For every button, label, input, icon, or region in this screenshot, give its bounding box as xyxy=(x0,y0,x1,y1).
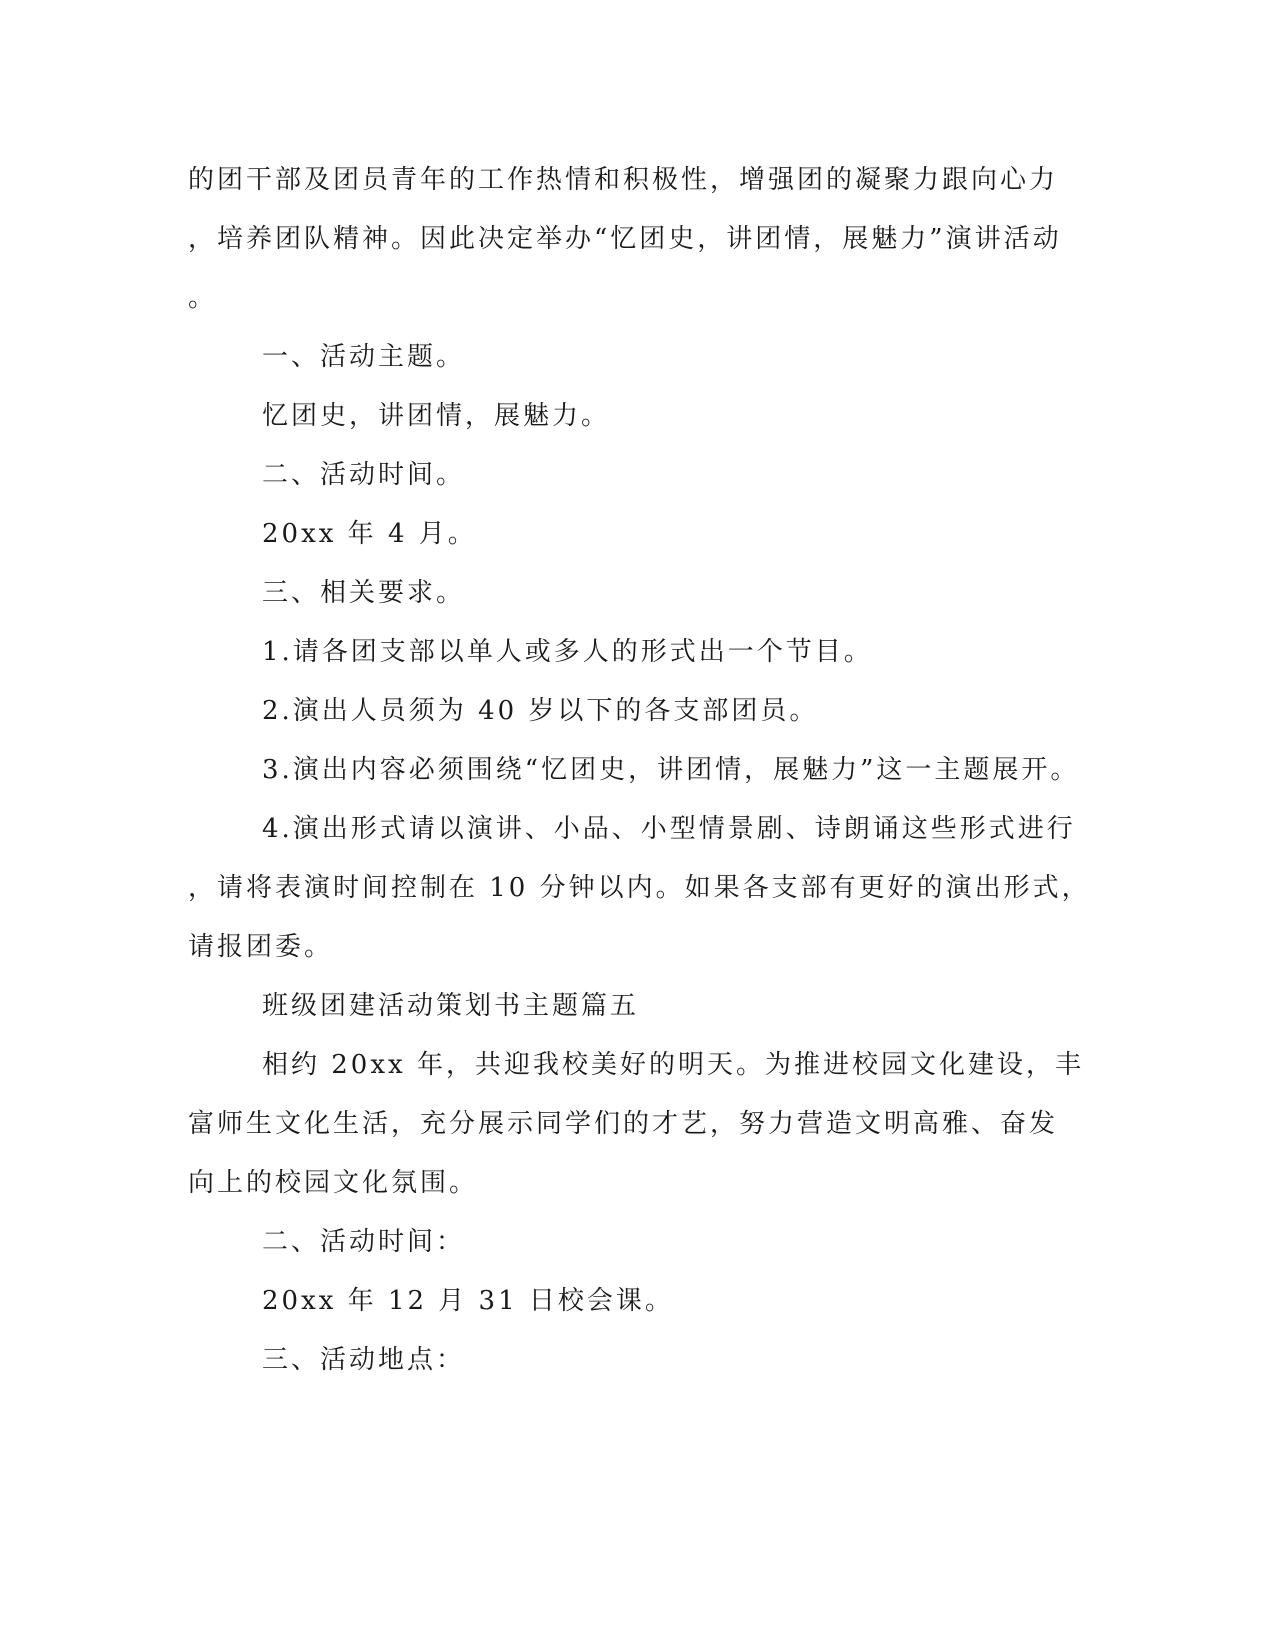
paragraph-line: 。 xyxy=(188,283,218,313)
paragraph-line: 的团干部及团员青年的工作热情和积极性，增强团的凝聚力跟向心力 xyxy=(188,165,1059,195)
paragraph-line: 富师生文化生活，充分展示同学们的才艺，努力营造文明高雅、奋发 xyxy=(188,1109,1059,1139)
list-item: 1.请各团支部以单人或多人的形式出一个节目。 xyxy=(262,637,873,667)
paragraph-line: 相约 20xx 年，共迎我校美好的明天。为推进校园文化建设，丰 xyxy=(262,1050,1084,1080)
paragraph-line: ，培养团队精神。因此决定举办“忆团史，讲团情，展魅力”演讲活动 xyxy=(188,224,1062,254)
paragraph-line: ，请将表演时间控制在 10 分钟以内。如果各支部有更好的演出形式， xyxy=(188,873,1091,903)
list-item: 3.演出内容必须围绕“忆团史，讲团情，展魅力”这一主题展开。 xyxy=(262,755,1080,785)
paragraph-line: 向上的校园文化氛围。 xyxy=(188,1168,479,1198)
section-heading: 二、活动时间。 xyxy=(262,460,466,490)
section-heading: 三、活动地点： xyxy=(262,1345,466,1375)
paragraph-line: 请报团委。 xyxy=(188,932,334,962)
paragraph-line: 20xx 年 12 月 31 日校会课。 xyxy=(262,1286,674,1316)
section-heading: 一、活动主题。 xyxy=(262,342,466,372)
section-heading: 二、活动时间： xyxy=(262,1227,466,1257)
paragraph-line: 20xx 年 4 月。 xyxy=(262,519,477,549)
section-heading: 三、相关要求。 xyxy=(262,578,466,608)
paragraph-line: 忆团史，讲团情，展魅力。 xyxy=(262,401,611,431)
list-item: 4.演出形式请以演讲、小品、小型情景剧、诗朗诵这些形式进行 xyxy=(262,814,1076,844)
section-title: 班级团建活动策划书主题篇五 xyxy=(262,991,640,1021)
list-item: 2.演出人员须为 40 岁以下的各支部团员。 xyxy=(262,696,819,726)
